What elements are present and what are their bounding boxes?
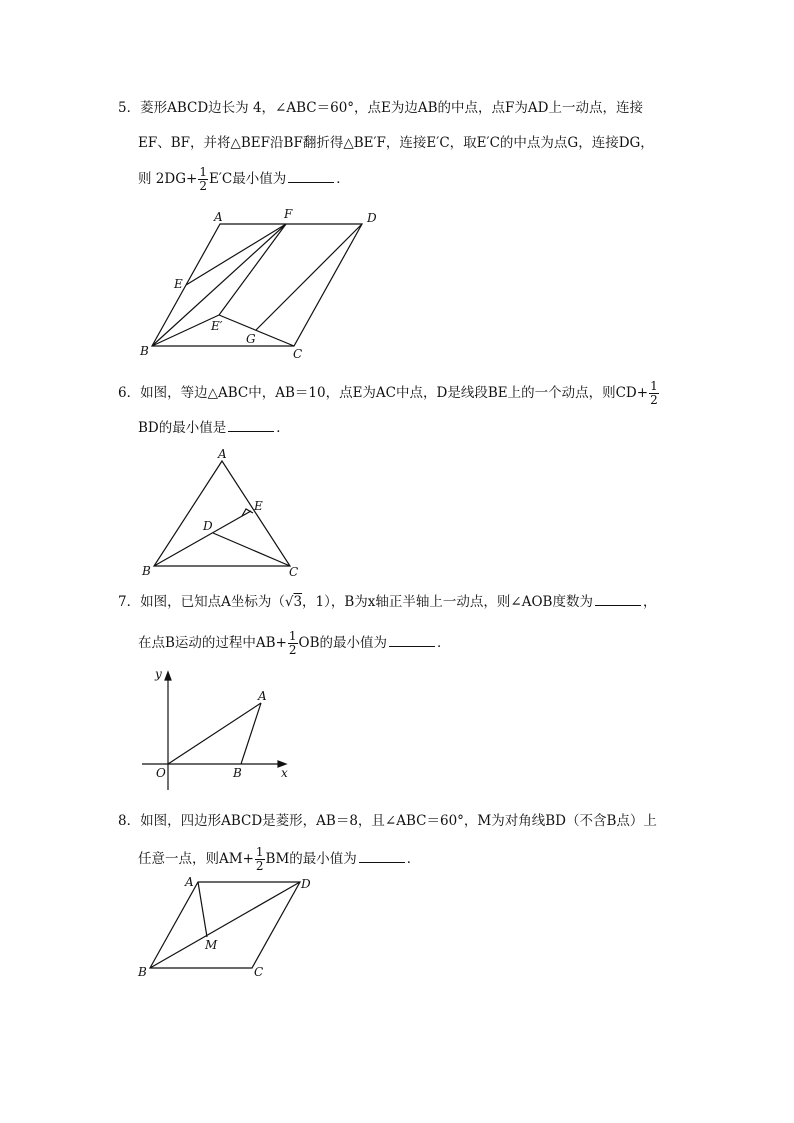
segment-am xyxy=(198,882,207,937)
sqrt-sign: √ xyxy=(284,594,294,610)
problem-6-line-1: 6．如图，等边△ABC中，AB＝10，点E为AC中点，D是线段BE上的一个动点，则CD+ $\frac{1}{2}$ xyxy=(118,379,658,407)
problem-6-line-2: BD的最小值是 ． xyxy=(138,420,290,436)
label-c: C xyxy=(293,347,303,361)
fraction-one-half: $\frac{1}{2}$ xyxy=(199,165,207,193)
label-d: D xyxy=(367,211,377,225)
label-b: B xyxy=(138,965,147,979)
label-d: D xyxy=(301,877,311,891)
label-a: A xyxy=(214,210,223,224)
problem-8-line-2: 任意一点，则AM+ $\frac{1}{2}$ BM的最小值为 ． xyxy=(138,845,421,873)
label-o: O xyxy=(156,766,166,780)
problem-8-line-1: 8．如图，四边形ABCD是菱形，AB＝8，且∠ABC＝60°，M为对角线BD（不含B点）上 xyxy=(118,813,657,829)
label-d: D xyxy=(203,519,213,533)
label-x: x xyxy=(281,766,288,780)
label-g: G xyxy=(246,332,256,346)
problem-5-line-2: EF、BF，并将△BEF沿BF翻折得△BE′F，连接E′C，取E′C的中点为点G，连接DG， xyxy=(138,135,654,151)
label-a: A xyxy=(218,447,227,461)
label-e: E xyxy=(254,499,263,513)
problem-number: 6． xyxy=(118,385,141,401)
problem-5-line-3: 则 2DG+ $\frac{1}{2}$ E′C最小值为 ． xyxy=(138,165,350,193)
diagonal-bd xyxy=(150,882,300,968)
label-a: A xyxy=(185,875,194,889)
problem-number: 5． xyxy=(118,100,141,116)
label-e: E xyxy=(174,277,183,291)
label-m: M xyxy=(205,938,218,952)
label-c: C xyxy=(254,965,264,979)
label-b: B xyxy=(233,766,242,780)
fraction-one-half: $\frac{1}{2}$ xyxy=(650,379,658,407)
label-b: B xyxy=(140,344,149,358)
label-a: A xyxy=(258,689,267,703)
label-f: F xyxy=(284,207,293,221)
fraction-one-half: $\frac{1}{2}$ xyxy=(288,629,297,657)
problem-7-line-1: 7．如图，已知点A坐标为（√3，1），B为x轴正半轴上一动点，则∠AOB度数为 ， xyxy=(118,594,657,610)
label-e-prime: E′ xyxy=(211,319,223,333)
label-y: y xyxy=(155,667,162,681)
problem-5-line-1: 5．菱形ABCD边长为 4，∠ABC＝60°，点E为边AB的中点，点F为AD上一动点，连接 xyxy=(118,100,644,116)
problem-7-line-2: 在点B运动的过程中AB+ $\frac{1}{2}$ OB的最小值为 ． xyxy=(138,629,451,657)
problem-number: 7． xyxy=(118,594,141,610)
problem-number: 8． xyxy=(118,813,141,829)
fraction-one-half: $\frac{1}{2}$ xyxy=(255,845,264,873)
label-b: B xyxy=(142,564,151,578)
label-c: C xyxy=(289,565,299,579)
